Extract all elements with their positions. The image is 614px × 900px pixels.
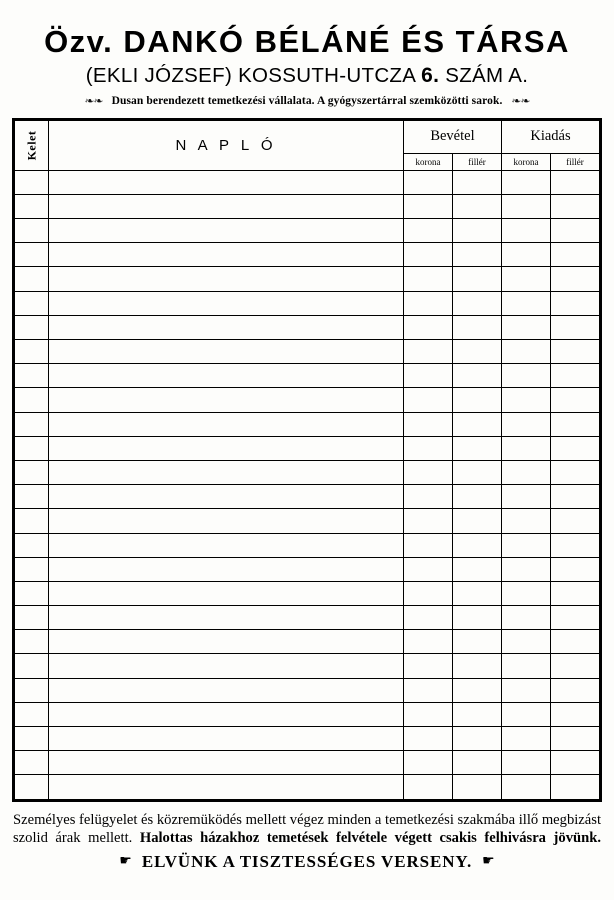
ledger-table-body xyxy=(15,170,600,799)
table-row[interactable] xyxy=(15,219,600,243)
table-cell[interactable] xyxy=(15,194,49,218)
table-cell[interactable] xyxy=(501,315,550,339)
column-header-journal: N A P L Ó xyxy=(49,120,404,170)
table-row[interactable] xyxy=(15,751,600,775)
table-cell[interactable] xyxy=(452,460,501,484)
ledger-table xyxy=(14,120,600,800)
address-prefix: (EKLI JÓZSEF) KOSSUTH-UTCZA xyxy=(85,63,422,87)
footer-line-2-bold: Halottas xyxy=(139,830,193,847)
table-cell[interactable] xyxy=(15,436,49,460)
column-header-income: Bevétel xyxy=(403,120,501,153)
ledger-table-head xyxy=(15,120,600,170)
table-cell[interactable] xyxy=(15,678,49,702)
table-cell[interactable] xyxy=(550,460,599,484)
table-cell[interactable] xyxy=(15,460,49,484)
table-row[interactable] xyxy=(15,581,600,605)
table-cell[interactable] xyxy=(15,509,49,533)
table-cell[interactable] xyxy=(49,485,404,509)
table-cell[interactable] xyxy=(501,630,550,654)
table-cell[interactable] xyxy=(49,170,404,194)
table-cell[interactable] xyxy=(49,243,404,267)
leaf-ornament-left-icon: ❧❧ xyxy=(84,95,103,107)
table-cell[interactable] xyxy=(452,775,501,799)
table-cell[interactable] xyxy=(403,436,452,460)
table-cell[interactable] xyxy=(49,267,404,291)
table-cell[interactable] xyxy=(550,702,599,726)
table-row[interactable] xyxy=(15,243,600,267)
table-cell[interactable] xyxy=(550,751,599,775)
table-cell[interactable] xyxy=(501,412,550,436)
table-cell[interactable] xyxy=(15,727,49,751)
table-row[interactable] xyxy=(15,364,600,388)
table-cell[interactable] xyxy=(550,243,599,267)
table-cell[interactable] xyxy=(403,678,452,702)
table-cell[interactable] xyxy=(15,388,49,412)
table-cell[interactable] xyxy=(403,509,452,533)
table-cell[interactable] xyxy=(550,606,599,630)
column-header-expense: Kiadás xyxy=(501,120,599,153)
table-cell[interactable] xyxy=(501,364,550,388)
table-cell[interactable] xyxy=(452,702,501,726)
footer-line-2-normal: temetkezési szakmába illő megbizást szolid árak mellett. xyxy=(13,811,602,847)
table-cell[interactable] xyxy=(403,557,452,581)
address-suffix: SZÁM A. xyxy=(439,63,529,87)
table-cell[interactable] xyxy=(15,557,49,581)
table-cell[interactable] xyxy=(550,412,599,436)
table-cell[interactable] xyxy=(550,194,599,218)
table-row[interactable] xyxy=(15,194,600,218)
table-cell[interactable] xyxy=(501,170,550,194)
table-row[interactable] xyxy=(15,291,600,315)
table-cell[interactable] xyxy=(49,654,404,678)
table-cell[interactable] xyxy=(452,340,501,364)
table-row[interactable] xyxy=(15,412,600,436)
table-cell[interactable] xyxy=(49,630,404,654)
table-row[interactable] xyxy=(15,702,600,726)
table-cell[interactable] xyxy=(550,170,599,194)
slogan-row xyxy=(13,852,601,872)
table-cell[interactable] xyxy=(501,291,550,315)
slogan-text: ELVÜNK A TISZTESSÉGES VERSENY. xyxy=(141,851,473,871)
table-cell[interactable] xyxy=(403,170,452,194)
leaf-ornament-right-icon: ❧❧ xyxy=(511,95,530,107)
pointing-hand-left-icon: ☛ xyxy=(119,853,132,869)
table-row[interactable] xyxy=(15,533,600,557)
table-cell[interactable] xyxy=(452,436,501,460)
table-cell[interactable] xyxy=(49,557,404,581)
table-cell[interactable] xyxy=(49,727,404,751)
column-header-expense-korona: korona xyxy=(501,153,550,170)
table-row[interactable] xyxy=(15,315,600,339)
table-cell[interactable] xyxy=(501,775,550,799)
table-cell[interactable] xyxy=(49,751,404,775)
table-cell[interactable] xyxy=(452,606,501,630)
pointing-hand-right-icon: ☚ xyxy=(482,853,495,869)
table-cell[interactable] xyxy=(452,557,501,581)
address-number: 6. xyxy=(421,63,440,87)
table-row[interactable] xyxy=(15,485,600,509)
table-cell[interactable] xyxy=(15,485,49,509)
table-cell[interactable] xyxy=(49,315,404,339)
table-cell[interactable] xyxy=(550,727,599,751)
table-cell[interactable] xyxy=(452,194,501,218)
column-header-expense-filler: fillér xyxy=(550,153,599,170)
table-cell[interactable] xyxy=(452,678,501,702)
table-cell[interactable] xyxy=(49,775,404,799)
table-cell[interactable] xyxy=(501,267,550,291)
column-header-income-filler: fillér xyxy=(452,153,501,170)
table-cell[interactable] xyxy=(15,243,49,267)
ledger-table-container xyxy=(12,118,602,802)
table-cell[interactable] xyxy=(15,630,49,654)
table-cell[interactable] xyxy=(550,291,599,315)
table-cell[interactable] xyxy=(452,243,501,267)
table-cell[interactable] xyxy=(452,509,501,533)
table-cell[interactable] xyxy=(403,702,452,726)
column-header-income-korona: korona xyxy=(403,153,452,170)
table-cell[interactable] xyxy=(501,751,550,775)
subtitle-row xyxy=(14,95,600,107)
table-cell[interactable] xyxy=(403,460,452,484)
table-cell[interactable] xyxy=(452,291,501,315)
table-cell[interactable] xyxy=(501,654,550,678)
table-cell[interactable] xyxy=(452,751,501,775)
table-row[interactable] xyxy=(15,678,600,702)
table-cell[interactable] xyxy=(501,727,550,751)
table-row[interactable] xyxy=(15,606,600,630)
table-cell[interactable] xyxy=(550,436,599,460)
table-cell[interactable] xyxy=(49,194,404,218)
table-row[interactable] xyxy=(15,388,600,412)
table-cell[interactable] xyxy=(550,509,599,533)
table-cell[interactable] xyxy=(15,581,49,605)
table-cell[interactable] xyxy=(49,509,404,533)
table-row[interactable] xyxy=(15,509,600,533)
table-cell[interactable] xyxy=(550,485,599,509)
page-footer xyxy=(13,811,601,872)
table-cell[interactable] xyxy=(452,533,501,557)
table-cell[interactable] xyxy=(501,485,550,509)
table-cell[interactable] xyxy=(501,340,550,364)
table-cell[interactable] xyxy=(550,581,599,605)
table-cell[interactable] xyxy=(501,533,550,557)
table-cell[interactable] xyxy=(452,315,501,339)
footer-paragraph xyxy=(13,811,601,848)
table-cell[interactable] xyxy=(501,702,550,726)
table-cell[interactable] xyxy=(403,364,452,388)
table-cell[interactable] xyxy=(49,460,404,484)
table-cell[interactable] xyxy=(15,267,49,291)
table-cell[interactable] xyxy=(403,267,452,291)
table-row[interactable] xyxy=(15,340,600,364)
table-cell[interactable] xyxy=(452,219,501,243)
table-cell[interactable] xyxy=(550,654,599,678)
table-cell[interactable] xyxy=(501,606,550,630)
table-cell[interactable] xyxy=(49,606,404,630)
table-cell[interactable] xyxy=(49,702,404,726)
table-cell[interactable] xyxy=(403,630,452,654)
table-cell[interactable] xyxy=(403,340,452,364)
business-address xyxy=(14,64,600,88)
table-cell[interactable] xyxy=(550,775,599,799)
table-cell[interactable] xyxy=(403,581,452,605)
table-row[interactable] xyxy=(15,436,600,460)
table-cell[interactable] xyxy=(403,388,452,412)
table-cell[interactable] xyxy=(403,485,452,509)
table-cell[interactable] xyxy=(49,219,404,243)
table-cell[interactable] xyxy=(452,412,501,436)
table-cell[interactable] xyxy=(403,194,452,218)
table-cell[interactable] xyxy=(49,412,404,436)
table-cell[interactable] xyxy=(403,533,452,557)
table-cell[interactable] xyxy=(550,267,599,291)
table-row[interactable] xyxy=(15,654,600,678)
table-cell[interactable] xyxy=(452,654,501,678)
table-cell[interactable] xyxy=(403,727,452,751)
table-cell[interactable] xyxy=(452,267,501,291)
table-cell[interactable] xyxy=(15,315,49,339)
table-cell[interactable] xyxy=(15,775,49,799)
footer-line-1: Személyes felügyelet és közremüködés mellett végez minden a xyxy=(13,811,382,828)
table-cell[interactable] xyxy=(49,678,404,702)
table-cell[interactable] xyxy=(403,291,452,315)
table-cell[interactable] xyxy=(550,557,599,581)
table-cell[interactable] xyxy=(15,291,49,315)
table-cell[interactable] xyxy=(550,678,599,702)
table-cell[interactable] xyxy=(501,436,550,460)
table-cell[interactable] xyxy=(15,364,49,388)
page-header xyxy=(0,0,614,107)
table-cell[interactable] xyxy=(501,243,550,267)
table-cell[interactable] xyxy=(550,630,599,654)
table-cell[interactable] xyxy=(501,581,550,605)
table-cell[interactable] xyxy=(452,485,501,509)
table-cell[interactable] xyxy=(403,243,452,267)
table-cell[interactable] xyxy=(550,364,599,388)
table-cell[interactable] xyxy=(550,388,599,412)
table-cell[interactable] xyxy=(550,219,599,243)
table-cell[interactable] xyxy=(550,533,599,557)
table-cell[interactable] xyxy=(15,170,49,194)
table-cell[interactable] xyxy=(49,533,404,557)
table-cell[interactable] xyxy=(501,557,550,581)
table-cell[interactable] xyxy=(452,727,501,751)
header-row-primary xyxy=(15,120,600,153)
table-row[interactable] xyxy=(15,775,600,799)
table-cell[interactable] xyxy=(452,388,501,412)
table-cell[interactable] xyxy=(403,654,452,678)
table-row[interactable] xyxy=(15,460,600,484)
table-cell[interactable] xyxy=(403,315,452,339)
table-row[interactable] xyxy=(15,170,600,194)
table-cell[interactable] xyxy=(501,460,550,484)
business-description: Dusan berendezett temetkezési vállalata. A gyógyszertárral szemközötti sarok. xyxy=(111,94,503,107)
table-cell[interactable] xyxy=(15,219,49,243)
table-cell[interactable] xyxy=(501,678,550,702)
table-cell[interactable] xyxy=(15,340,49,364)
table-cell[interactable] xyxy=(403,751,452,775)
table-cell[interactable] xyxy=(49,291,404,315)
table-cell[interactable] xyxy=(501,509,550,533)
table-cell[interactable] xyxy=(15,751,49,775)
footer-line-3-bold: házakhoz temetések felvétele végett csakis felhivásra jövünk. xyxy=(200,830,601,847)
table-cell[interactable] xyxy=(49,364,404,388)
table-cell[interactable] xyxy=(49,388,404,412)
table-cell[interactable] xyxy=(15,654,49,678)
table-cell[interactable] xyxy=(49,436,404,460)
table-cell[interactable] xyxy=(452,364,501,388)
table-cell[interactable] xyxy=(550,340,599,364)
table-cell[interactable] xyxy=(49,340,404,364)
table-cell[interactable] xyxy=(15,412,49,436)
table-row[interactable] xyxy=(15,557,600,581)
table-cell[interactable] xyxy=(403,606,452,630)
table-cell[interactable] xyxy=(501,219,550,243)
table-cell[interactable] xyxy=(501,388,550,412)
table-cell[interactable] xyxy=(452,170,501,194)
table-row[interactable] xyxy=(15,267,600,291)
table-cell[interactable] xyxy=(403,775,452,799)
table-cell[interactable] xyxy=(452,581,501,605)
business-name: Özv. DANKÓ BÉLÁNÉ ÉS TÁRSA xyxy=(44,24,570,59)
table-cell[interactable] xyxy=(403,412,452,436)
column-header-date xyxy=(15,120,49,170)
column-header-date-label: Kelet xyxy=(23,130,38,161)
table-cell[interactable] xyxy=(403,219,452,243)
table-row[interactable] xyxy=(15,630,600,654)
table-cell[interactable] xyxy=(550,315,599,339)
table-row[interactable] xyxy=(15,727,600,751)
table-cell[interactable] xyxy=(15,606,49,630)
table-cell[interactable] xyxy=(15,533,49,557)
table-cell[interactable] xyxy=(49,581,404,605)
table-cell[interactable] xyxy=(501,194,550,218)
table-cell[interactable] xyxy=(452,630,501,654)
table-cell[interactable] xyxy=(15,702,49,726)
